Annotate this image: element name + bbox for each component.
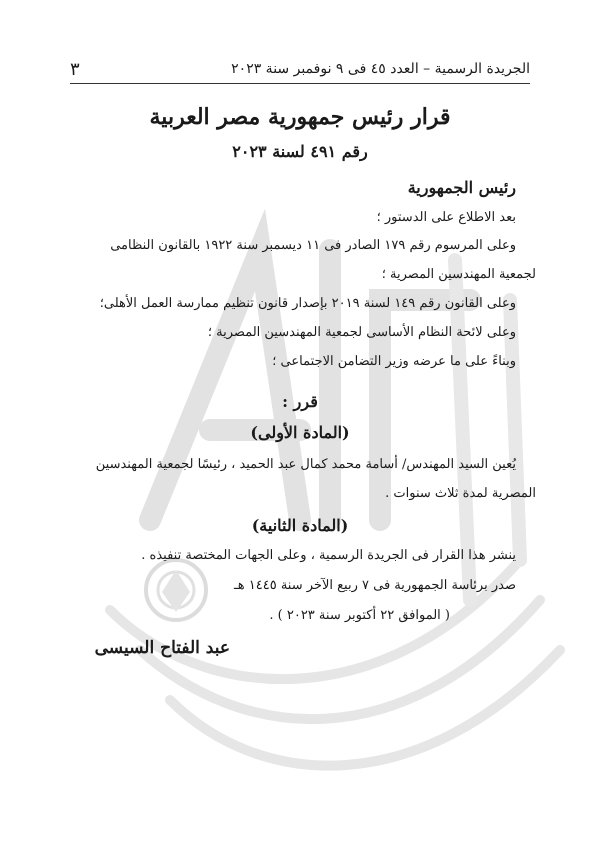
- preamble-line: وعلى لائحة النظام الأساسى لجمعية المهندسين المصرية ؛: [207, 325, 516, 340]
- preamble-line: بعد الاطلاع على الدستور ؛: [376, 210, 516, 225]
- article-2-title: (المادة الثانية): [251, 516, 349, 535]
- preamble-line: وعلى المرسوم رقم ١٧٩ الصادر فى ١١ ديسمبر سنة ١٩٢٢ بالقانون النظامى: [110, 238, 516, 253]
- issued-line: صدر برئاسة الجمهورية فى ٧ ربيع الآخر سنة ١٤٤٥ هـ: [233, 578, 516, 593]
- page-header: [70, 58, 530, 80]
- decree-number: رقم ٤٩١ لسنة ٢٠٢٣: [232, 142, 368, 161]
- preamble-line: وعلى القانون رقم ١٤٩ لسنة ٢٠١٩ بإصدار قانون تنظيم ممارسة العمل الأهلى؛: [99, 296, 516, 311]
- issuer-heading: رئيس الجمهورية: [407, 178, 516, 197]
- article-1-line: يُعين السيد المهندس/ أسامة محمد كمال عبد الحميد ، رئيسًا لجمعية المهندسين: [95, 457, 516, 472]
- signature: عبد الفتاح السيسى: [94, 638, 230, 658]
- corresponding-date: ( الموافق ٢٢ أكتوبر سنة ٢٠٢٣ ) .: [269, 608, 450, 623]
- article-1-title: (المادة الأولى): [250, 423, 350, 442]
- running-title: الجريدة الرسمية – العدد ٤٥ فى ٩ نوفمبر سنة ٢٠٢٣: [231, 61, 530, 77]
- decree-title: قرار رئيس جمهورية مصر العربية: [149, 104, 451, 130]
- page-number: ٣: [70, 58, 80, 80]
- header-divider: [70, 83, 530, 84]
- article-2-line: ينشر هذا القرار فى الجريدة الرسمية ، وعلى الجهات المختصة تنفيذه .: [141, 548, 516, 563]
- article-1-line: المصرية لمدة ثلاث سنوات .: [385, 486, 536, 501]
- preamble-line: لجمعية المهندسين المصرية ؛: [381, 267, 536, 282]
- preamble-line: وبناءً على ما عرضه وزير التضامن الاجتماعى ؛: [272, 354, 516, 369]
- decided-heading: قرر :: [282, 392, 318, 411]
